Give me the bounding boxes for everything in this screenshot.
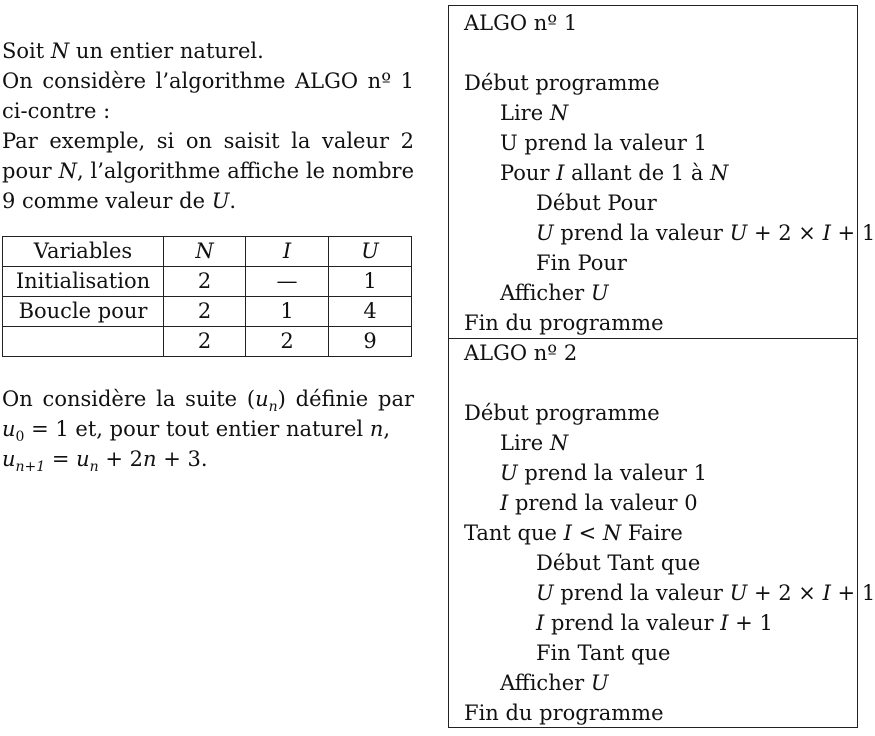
- algo-line: Fin Pour: [536, 251, 627, 275]
- algo-line: Début programme: [464, 71, 660, 95]
- algo-line: Afficher U: [500, 281, 609, 305]
- table-cell: [3, 327, 164, 357]
- algo-line: Début Tant que: [536, 551, 701, 575]
- algo-1-box: [448, 5, 875, 339]
- table-cell: 9: [329, 327, 412, 357]
- algo-line: Tant que I < N Faire: [464, 521, 683, 545]
- intro-text: [2, 36, 414, 216]
- intro-line-1: Soit N un entier naturel.: [2, 39, 264, 63]
- table-row: [3, 297, 412, 327]
- table-cell: Initialisation: [3, 267, 164, 297]
- algo-line: I prend la valeur I + 1: [536, 611, 773, 635]
- algo-line: Fin du programme: [464, 311, 664, 335]
- table-cell: —: [246, 267, 329, 297]
- algo-line: I prend la valeur 0: [500, 491, 698, 515]
- sequence-definition: [2, 384, 414, 474]
- algo-2-title: ALGO nº 2: [464, 341, 578, 365]
- sequence-text: On considère la suite $(u_n)$ définie par $u_0 = 1$ et, pour tout entier naturel n, $u_{n+1} = u_n + 2n + 3$.: [2, 387, 415, 475]
- algo-line: U prend la valeur 1: [500, 131, 707, 155]
- algo-line: Afficher U: [500, 671, 609, 695]
- algo-line: Début Pour: [536, 191, 657, 215]
- algo-line: Lire N: [500, 101, 569, 125]
- table-row: [3, 267, 412, 297]
- table-cell: 2: [164, 267, 246, 297]
- table-cell: 1: [329, 267, 412, 297]
- table-row: [3, 327, 412, 357]
- intro-line-3: Par exemple, si on saisit la valeur 2 pour N, l’algorithme affiche le nombre 9 comme valeur de U.: [2, 129, 415, 213]
- table-header-row: [3, 237, 412, 267]
- algo-line: Lire N: [500, 431, 569, 455]
- algo-line: U prend la valeur U + 2 × I + 1: [536, 221, 875, 245]
- table-cell: Boucle pour: [3, 297, 164, 327]
- intro-line-2: On considère l’algorithme ALGO nº 1 ci-contre :: [2, 69, 414, 123]
- algo-line: Début programme: [464, 401, 660, 425]
- algo-line: U prend la valeur 1: [500, 461, 707, 485]
- header-cell: U: [329, 237, 412, 267]
- variables-table: [2, 236, 412, 357]
- algo-1-title: ALGO nº 1: [464, 11, 578, 35]
- algo-2-box: [448, 338, 875, 728]
- table-cell: 2: [246, 327, 329, 357]
- algo-line: Fin Tant que: [536, 641, 671, 665]
- algo-line: U prend la valeur U + 2 × I + 1: [536, 581, 875, 605]
- header-cell: Variables: [3, 237, 164, 267]
- header-cell: I: [246, 237, 329, 267]
- algo-line: Pour I allant de 1 à N: [500, 161, 729, 185]
- table-cell: 2: [164, 327, 246, 357]
- table-cell: 1: [246, 297, 329, 327]
- header-cell: N: [164, 237, 246, 267]
- table-cell: 4: [329, 297, 412, 327]
- table-cell: 2: [164, 297, 246, 327]
- algo-line: Fin du programme: [464, 701, 664, 725]
